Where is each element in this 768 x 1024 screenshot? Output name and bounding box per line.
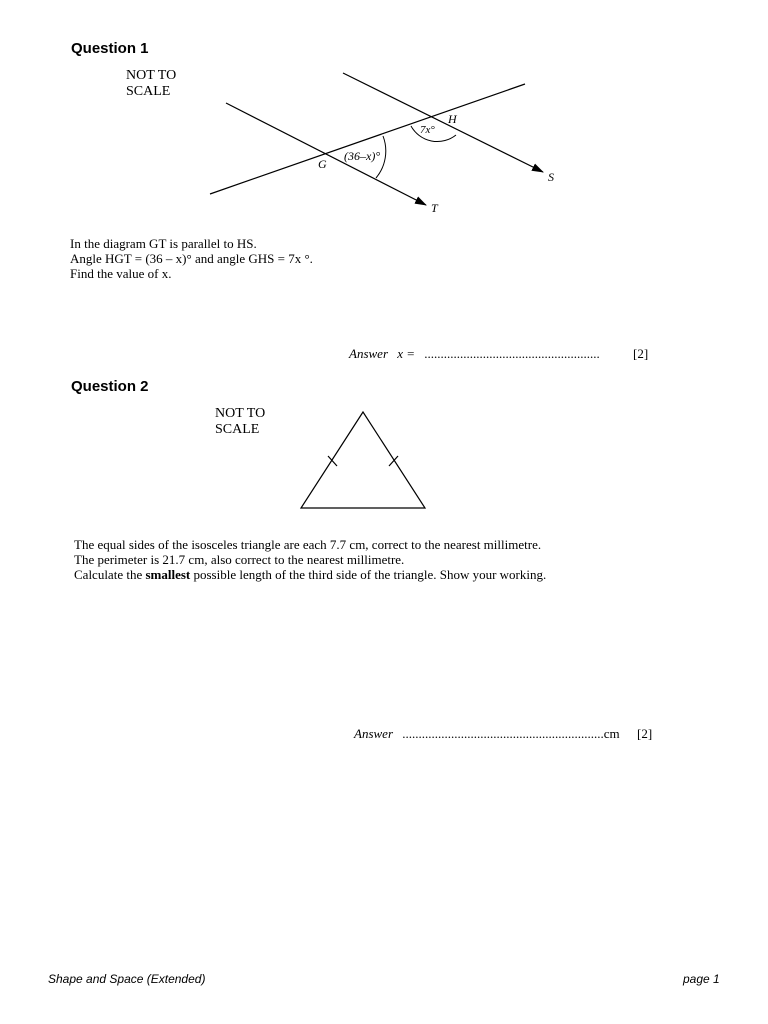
label-s: S — [548, 170, 554, 184]
q1-text — [70, 236, 313, 281]
label-h: H — [448, 112, 457, 126]
q2-text-line3-post: possible length of the third side of the triangle. Show your working. — [190, 567, 547, 582]
q2-not-to-scale-line2: SCALE — [215, 422, 260, 437]
q1-not-to-scale-line1: NOT TO — [126, 68, 177, 83]
q2-marks: [2] — [637, 726, 653, 741]
q2-text-line3-pre: Calculate the — [74, 567, 146, 582]
q2-text — [74, 537, 546, 582]
q1-text-line2: Angle HGT = (36 – x)° and angle GHS = 7x °. — [70, 251, 313, 266]
footer-page-number: page 1 — [683, 972, 720, 986]
transversal-line — [210, 84, 525, 194]
question-1-title: Question 1 — [71, 40, 149, 57]
angle-label-g: (36–x)° — [344, 149, 381, 163]
footer-title: Shape and Space (Extended) — [48, 972, 206, 986]
label-g: G — [318, 157, 327, 171]
q2-answer-blank[interactable]: .............................................................. — [402, 726, 604, 741]
q1-not-to-scale-line2: SCALE — [126, 84, 171, 99]
label-t: T — [431, 201, 438, 215]
q1-answer-blank[interactable]: ...................................................... — [424, 346, 600, 361]
q2-answer-unit: cm — [603, 726, 620, 741]
q2-isosceles-triangle-diagram — [290, 400, 440, 515]
line-gt — [226, 103, 426, 205]
q2-not-to-scale-line1: NOT TO — [215, 406, 266, 421]
question-2-title: Question 2 — [71, 378, 149, 395]
q2-text-line1: The equal sides of the isosceles triangle are each 7.7 cm, correct to the nearest millimetre. — [74, 537, 542, 552]
isosceles-triangle — [301, 412, 425, 508]
q1-answer-var: x = — [397, 346, 416, 361]
q2-text-line3-bold: smallest — [145, 567, 191, 582]
angle-label-h: 7x° — [420, 124, 435, 136]
q1-parallel-lines-diagram — [0, 0, 768, 230]
q1-text-line1: In the diagram GT is parallel to HS. — [70, 236, 257, 251]
q1-marks: [2] — [633, 346, 649, 361]
q2-not-to-scale — [215, 406, 265, 438]
q1-answer-line — [349, 346, 600, 362]
q2-text-line2: The perimeter is 21.7 cm, also correct to the nearest millimetre. — [74, 552, 405, 567]
q1-text-line3: Find the value of x. — [70, 266, 172, 281]
q1-answer-label: Answer — [349, 346, 388, 361]
q2-answer-line — [354, 726, 620, 742]
q2-text-line3 — [74, 567, 546, 582]
q2-answer-label: Answer — [354, 726, 393, 741]
